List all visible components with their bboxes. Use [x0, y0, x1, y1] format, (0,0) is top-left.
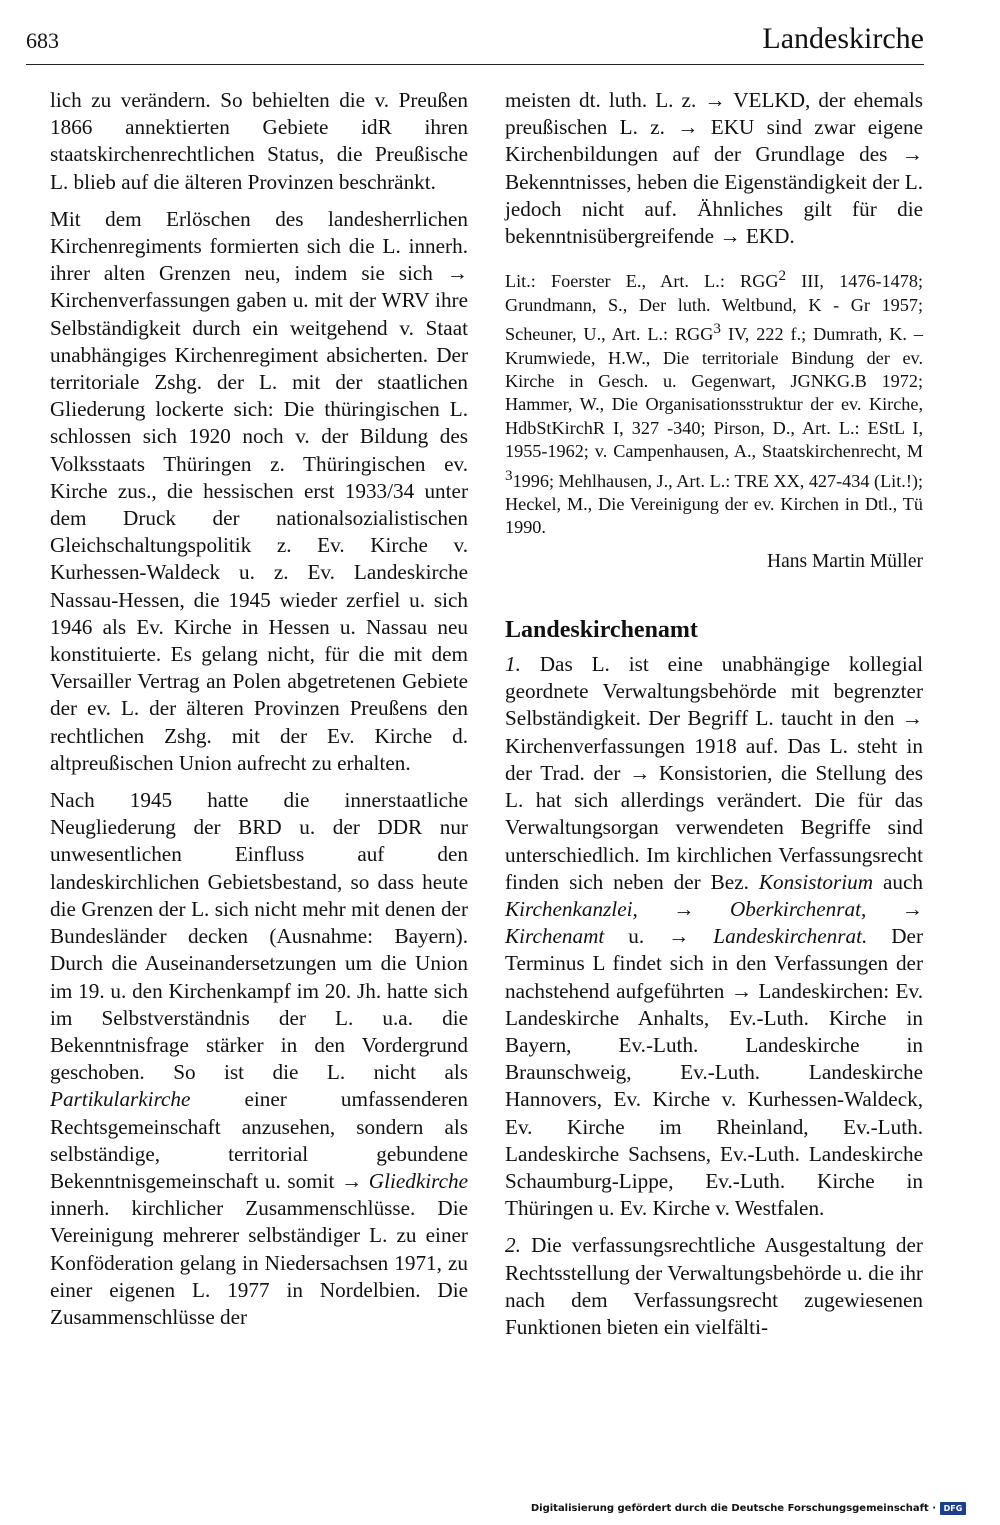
text-run: innerh. kirchlicher Zusammenschlüsse. Die Vereinigung mehrerer selbständiger L. zu einer Konföderation gelang in Niedersachsen 1971, zu einer eigenen L. 1977 in Nordelbien. Die Zusammenschlüsse der: [50, 1196, 468, 1329]
paragraph: lich zu verändern. So behielten die v. Preußen 1866 annektierten Gebiete idR ihren staatskirchenrechtlichen Status, die Preußische L. blieb auf die älteren Provinzen beschränkt.: [50, 88, 468, 194]
italic-term: Kirchenkanzlei, → Oberkirchenrat, → Kirchenamt: [505, 896, 923, 949]
text-run: Der Terminus L findet sich in den Verfassungen der nachstehend aufgeführten → Landeskirchen: Ev. Landeskirche Anhalts, Ev.-Luth. Kirche in Bayern, Ev.-Luth. Landeskirche in Braunschweig, Ev.-Luth. Landeskirche Hannovers, Ev. Kirche v. Kurhessen-Waldeck, Ev. Kirche im Rheinland, Ev.-Luth. Landeskirche Sachsens, Ev.-Luth. Landeskirche Schaumburg-Lippe, Ev.-Luth. Kirche in Thüringen u. Ev. Kirche v. Westfalen.: [505, 924, 924, 1221]
italic-term: Landeskirchenrat.: [713, 924, 868, 949]
page-header: [26, 22, 924, 62]
text-run: Nach 1945 hatte die innerstaatliche Neugliederung der BRD u. der DDR nur unwesentlichen Einfluss auf den landeskirchlichen Gebietsbestand, so dass heute die Grenzen der L. sich nicht mehr mit denen der Bundesländer decken (Ausnahme: Bayern). Durch die Auseinandersetzungen um die Union im 19. u. den Kirchenkampf im 20. Jh. hatte sich im Selbstverständnis der L. u.a. die Bekenntnisfrage stärker in den Vordergrund geschoben. So ist die L. nicht als: [50, 788, 468, 1085]
superscript: 2: [778, 267, 787, 285]
text-run: III, 1476-1478; Grundmann, S., Der luth. Weltbund, K - Gr 1957; Scheuner, U., Art. L.: RGG: [505, 271, 924, 345]
paragraph: [505, 651, 923, 1222]
text-run: Die verfassungsrechtliche Ausgestaltung der Rechtsstellung der Verwaltungsbehörde u. die ihr nach dem Verfassungsrecht zugewiesenen Funktionen bieten ein vielfälti-: [505, 1233, 923, 1339]
superscript: 3: [713, 320, 721, 338]
right-column: [505, 87, 923, 1341]
text-run: u. →: [604, 924, 714, 949]
paragraph: [50, 787, 468, 1331]
section-number: 1.: [505, 652, 521, 677]
entry-heading: Landeskirchenamt: [505, 617, 698, 644]
footer-text: Digitalisierung gefördert durch die Deutsche Forschungsgemeinschaft ·: [530, 1502, 936, 1514]
italic-term: Gliedkirche: [368, 1168, 468, 1193]
text-run: Lit.: Foerster E., Art. L.: RGG: [505, 271, 779, 292]
running-head: Landeskirche: [762, 22, 924, 55]
left-column: [50, 87, 468, 1331]
italic-term: Partikularkirche: [50, 1087, 191, 1112]
section-number: 2.: [505, 1233, 521, 1258]
paragraph: Mit dem Erlöschen des landesherrlichen Kirchenregiments formierten sich die L. innerh. ihrer alten Grenzen neu, indem sie sich → Kirchenverfassungen gaben u. mit der WRV ihre Selbständigkeit durch ein weitgehend v. Staat unabhängiges Kirchenregiment absicherten. Der territoriale Zshg. der L. mit der staatlichen Gliederung lockerte sich: Die thüringischen L. schlossen sich 1920 noch v. der Bildung des Volksstaats Thüringen z. Thüringischen ev. Kirche zus., die hessischen erst 1933/34 unter dem Druck der nationalsozialistischen Gleichschaltungspolitik z. Ev. Kirche v. Kurhessen-Waldeck u. z. Ev. Landeskirche Nassau-Hessen, die 1945 wieder zerfiel u. sich 1946 als Ev. Kirche in Hessen u. Nassau neu konstituierte. Es gelang nicht, für die mit dem Versailler Vertrag an Polen abgetretenen Gebiete der ev. L. der älteren Provinzen Preußens den rechtlichen Zshg. mit der Ev. Kirche d. altpreußischen Union aufrecht zu erhalten.: [50, 206, 468, 775]
dfg-logo-icon: DFG: [940, 1502, 966, 1515]
superscript: 3: [505, 466, 513, 484]
digitization-footer: [531, 1499, 966, 1517]
text-run: Das L. ist eine unabhängige kollegial geordnete Verwaltungsbehörde mit begrenzter Selbständigkeit. Der Begriff L. taucht in den → Kirchenverfassungen 1918 auf. Das L. steht in der Trad. der → Konsistorien, die Stellung des L. hat sich allerdings verändert. Die für das Verwaltungsorgan verwendeten Begriffe sind unterschiedlich. Im kirchlichen Verfassungsrecht finden sich neben der Bez.: [505, 652, 923, 894]
text-run: einer umfassenderen Rechtsgemeinschaft anzusehen, sondern als selbständige, territorial gebundene Bekenntnisgemeinschaft u. somit →: [50, 1087, 469, 1193]
page-number: 683: [26, 28, 59, 53]
paragraph: meisten dt. luth. L. z. → VELKD, der ehemals preußischen L. z. → EKU sind zwar eigene Kirchenbildungen auf der Grundlage des → Bekenntnisses, heben die Eigenständigkeit der L. jedoch nicht auf. Ähnliches gilt für die bekenntnisübergreifende → EKD.: [505, 88, 923, 249]
literature-list: [505, 264, 923, 540]
header-rule: [26, 64, 924, 65]
text-run: auch: [873, 869, 923, 894]
author-name: Hans Martin Müller: [767, 550, 923, 572]
text-run: IV, 222 f.; Dumrath, K. – Krumwiede, H.W., Die territoriale Bindung der ev. Kirche in Gesch. u. Gegenwart, JGNKG.B 1972; Hammer, W., Die Organisationsstruktur der ev. Kirche, HdbStKirchR I, 327 -340; Pirson, D., Art. L.: EStL I, 1955-1962; v. Campenhausen, A., Staatskirchenrecht, M: [505, 324, 923, 462]
italic-term: Konsistorium: [758, 869, 874, 894]
paragraph: [505, 1232, 923, 1341]
text-run: 1996; Mehlhausen, J., Art. L.: TRE XX, 427-434 (Lit.!); Heckel, M., Die Vereinigung der ev. Kirchen in Dtl., Tü 1990.: [505, 470, 923, 538]
